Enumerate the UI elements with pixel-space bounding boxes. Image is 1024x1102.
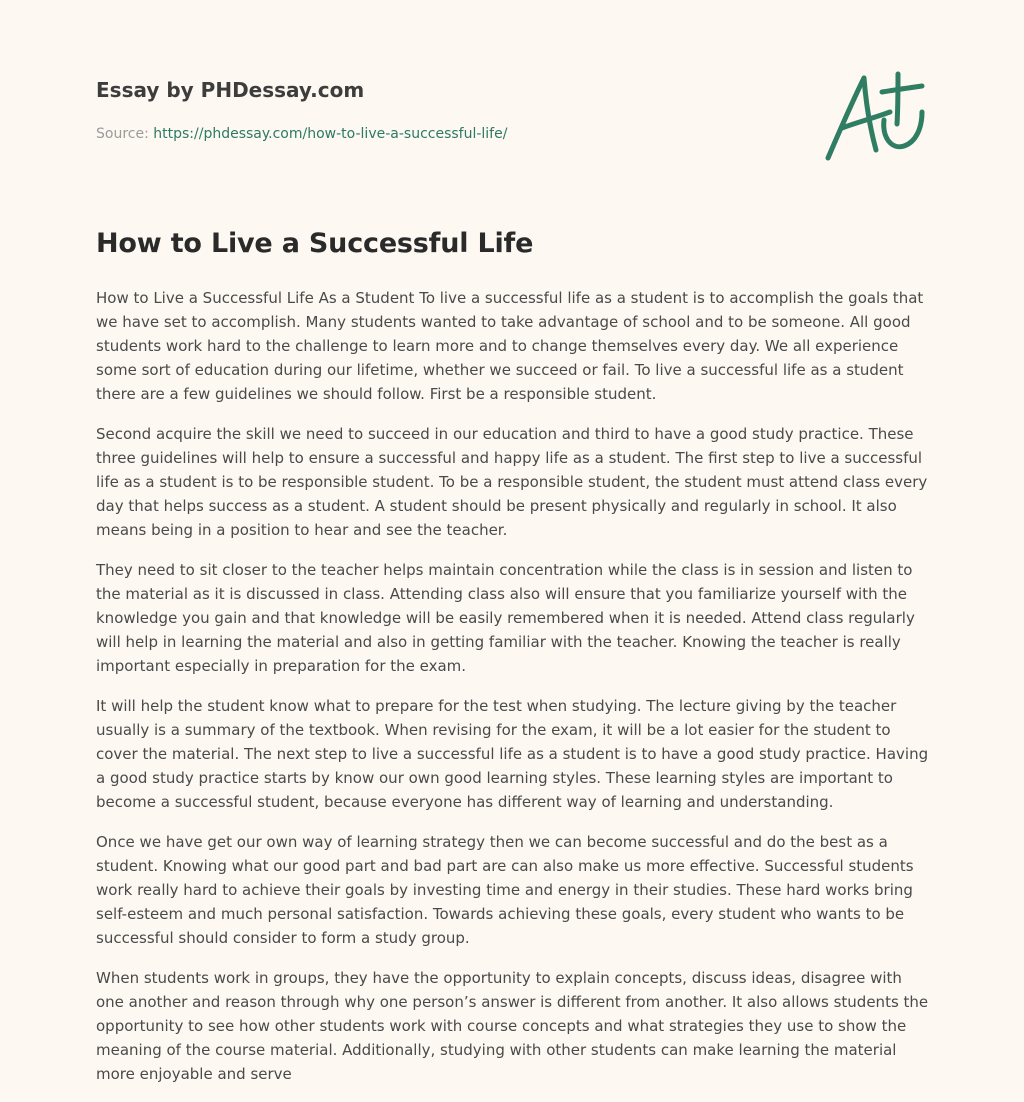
page-header xyxy=(96,76,796,144)
article-paragraph: How to Live a Successful Life As a Student To live a successful life as a student is to accomplish the goals that we have set to accomplish. Many students wanted to take advantage of school and to be someone. All good students work hard to the challenge to learn more and to change themselves every day. We all experience some sort of education during our lifetime, whether we succeed or fail. To live a successful life as a student there are a few guidelines we should follow. First be a responsible student. xyxy=(96,289,924,403)
article-paragraph: Once we have get our own way of learning strategy then we can become successful and do the best as a student. Knowing what our good part and bad part are can also make us more effective. Successful students work really hard to achieve their goals by investing time and energy in their studies. These hard works bring self-esteem and much personal satisfaction. Towards achieving these goals, every student who wants to be successful should consider to form a study group. xyxy=(96,833,914,947)
article-paragraph: They need to sit closer to the teacher helps maintain concentration while the class is in session and listen to the material as it is discussed in class. Attending class also will ensure that you familiarize yourself with the knowledge you gain and that knowledge will be easily remembered when it is needed. Attend class regularly will help in learning the material and also in getting familiar with the teacher. Knowing the teacher is really important especially in preparation for the exam. xyxy=(96,561,915,675)
a-plus-logo-icon xyxy=(818,66,930,166)
article-title: How to Live a Successful Life xyxy=(96,228,534,259)
site-brand: Essay by PHDessay.com xyxy=(96,78,365,102)
article-paragraph: Second acquire the skill we need to succeed in our education and third to have a good study practice. These three guidelines will help to ensure a successful and happy life as a student. The first step to live a successful life as a student is to be responsible student. To be a responsible student, the student must attend class every day that helps success as a student. A student should be present physically and regularly in school. It also means being in a position to hear and see the teacher. xyxy=(96,425,928,539)
article-paragraph: When students work in groups, they have the opportunity to explain concepts, discuss ideas, disagree with one another and reason through why one person’s answer is different from another. It also allows students the opportunity to see how other students work with course concepts and what strategies they use to show the meaning of the course material. Additionally, studying with other students can make learning the material more enjoyable and serve xyxy=(96,969,929,1083)
source-link[interactable]: https://phdessay.com/how-to-live-a-successful-life/ xyxy=(153,126,508,142)
article-paragraph: It will help the student know what to prepare for the test when studying. The lecture giving by the teacher usually is a summary of the textbook. When revising for the exam, it will be a lot easier for the student to cover the material. The next step to live a successful life as a student is to have a good study practice. Having a good study practice starts by know our own good learning styles. These learning styles are important to become a successful student, because everyone has different way of learning and understanding. xyxy=(96,697,929,811)
source-line xyxy=(96,124,796,144)
article-body xyxy=(96,286,930,1102)
source-label: Source: xyxy=(96,126,149,142)
